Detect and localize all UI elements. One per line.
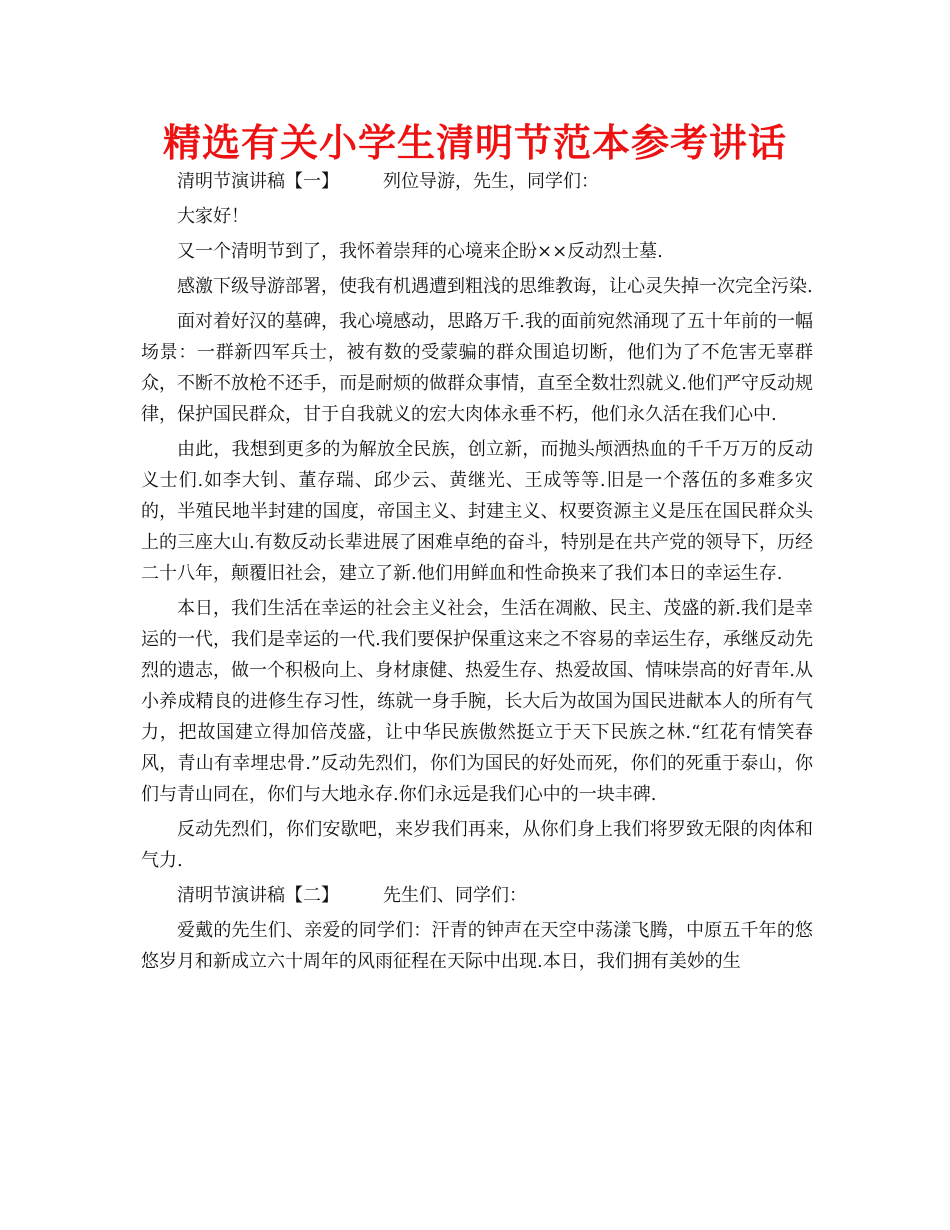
paragraph: 爱戴的先生们、亲爱的同学们：汗青的钟声在天空中荡漾飞腾，中原五千年的悠悠岁月和新成立六十周年的风雨征程在天际中出现.本日，我们拥有美妙的生: [141, 920, 813, 972]
paragraph: 反动先烈们，你们安歇吧，来岁我们再来，从你们身上我们将罗致无限的肉体和气力.: [141, 819, 813, 871]
paragraph: 面对着好汉的墓碑，我心境感动，思路万千.我的面前宛然涌现了五十年前的一幅场景：一群新四军兵士，被有数的受蒙骗的群众围追切断，他们为了不危害无辜群众，不断不放枪不还手，而是耐烦的做群众事情，直至全数壮烈就义.他们严守反动规律，保护国民群众，甘于自我就义的宏大肉体永垂不朽，他们永久活在我们心中.: [141, 311, 813, 425]
section-salutation: 列位导游，先生，同学们：: [383, 171, 599, 192]
paragraph: 本日，我们生活在幸运的社会主义社会，生活在凋敝、民主、茂盛的新.我们是幸运的一代，我们是幸运的一代.我们要保护保重这来之不容易的幸运生存，承继反动先烈的遗志，做一个积极向上、身材康健、热爱生存、热爱故国、情味崇高的好青年.从小养成精良的进修生存习性，练就一身手腕，长大后为故国为国民进献本人的所有气力，把故国建立得加倍茂盛，让中华民族傲然挺立于天下民族之林.“红花有情笑春风，青山有幸埋忠骨.”反动先烈们，你们为国民的好处而死，你们的死重于泰山，你们与青山同在，你们与大地永存.你们永远是我们心中的一块丰碑.: [141, 598, 813, 805]
paragraph: 感激下级导游部署，使我有机遇遭到粗浅的思维教诲，让心灵失掉一次完全污染.: [177, 276, 813, 297]
section-salutation: 先生们、同学们：: [383, 885, 527, 906]
document-body: [141, 166, 813, 981]
paragraph: 由此，我想到更多的为解放全民族，创立新，而抛头颅洒热血的千千万万的反动义士们.如李大钊、董存瑞、邱少云、黄继光、王成等等.旧是一个落伍的多难多灾的，半殖民地半封建的国度，帝国主义、封建主义、权要资源主义是压在国民群众头上的三座大山.有数反动长辈进展了困难卓绝的奋斗，特别是在共产党的领导下，历经二十八年，颠覆旧社会，建立了新.他们用鲜血和性命换来了我们本日的幸运生存.: [141, 439, 813, 584]
section-heading: 清明节演讲稿【一】: [177, 171, 339, 192]
section-heading: 清明节演讲稿【二】: [177, 885, 339, 906]
section-heading-line: [141, 880, 813, 911]
document-title: 精选有关小学生清明节范本参考讲话: [162, 120, 787, 165]
paragraph: 大家好！: [177, 206, 249, 227]
section-heading-line: [141, 166, 813, 197]
paragraph: 又一个清明节到了，我怀着崇拜的心境来企盼××反动烈士墓.: [177, 241, 663, 262]
